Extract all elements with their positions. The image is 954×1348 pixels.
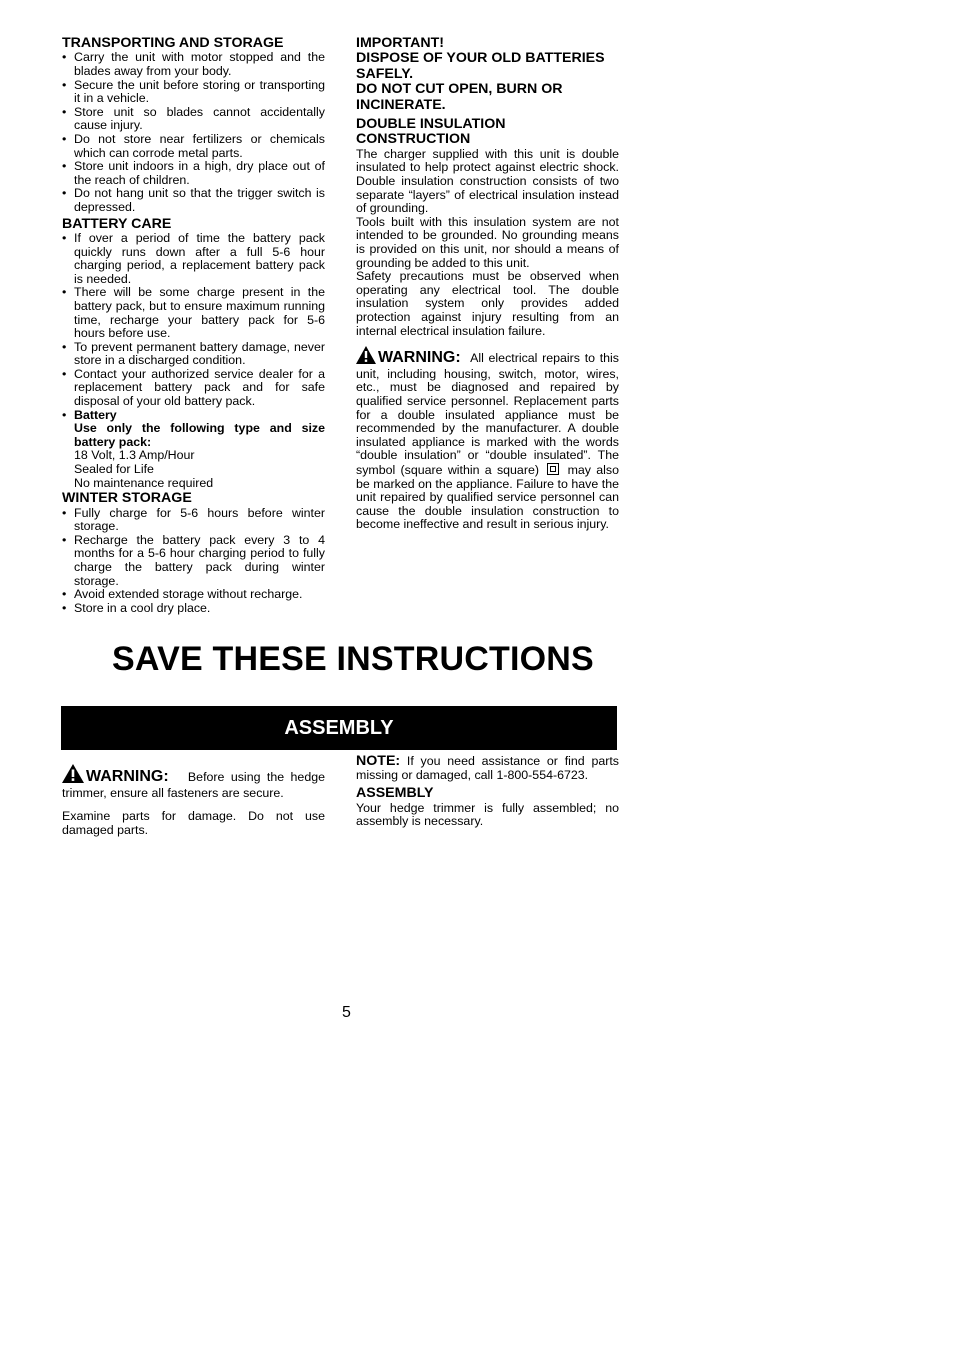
note-text: If you need assistance or find parts missing or damaged, call 1-800-554-6723. <box>356 754 619 782</box>
note-label: NOTE: <box>356 753 401 769</box>
assembly-left-para: Examine parts for damage. Do not use damaged parts. <box>62 809 325 837</box>
list-item: • To prevent permanent battery damage, never store in a discharged condition. <box>62 341 325 368</box>
warning-text: may also be marked on the appliance. Failure to have the unit repaired by qualified service personnel can cause the double insulation construction to become ineffective and result in serious injury. <box>356 462 619 532</box>
assembly-right-para: Your hedge trimmer is fully assembled; no assembly is necessary. <box>356 800 619 829</box>
list-item: • Carry the unit with motor stopped and the blades away from your body. <box>62 51 325 78</box>
battery-spec-line: Sealed for Life <box>74 462 154 477</box>
winter-heading: WINTER STORAGE <box>62 490 192 507</box>
right-column <box>356 36 619 532</box>
assembly-left-column <box>62 764 325 837</box>
transport-heading: TRANSPORTING AND STORAGE <box>62 35 284 51</box>
warning-text: All electrical repairs to this unit, including housing, switch, motor, wires, etc., must be diagnosed and repaired by qualified service personnel. Replacement parts for a double insulated appliance must be recommended by the manufacturer. A double insulated appliance is marked with the words “double insulation” or “double insulated”. The symbol (square within a square) <box>356 351 620 477</box>
left-column <box>62 36 325 615</box>
assembly-heading: ASSEMBLY <box>356 785 434 802</box>
important-line: IMPORTANT! <box>356 35 444 51</box>
save-instructions-title: SAVE THESE INSTRUCTIONS <box>112 640 594 678</box>
assembly-note <box>356 755 619 782</box>
double-insulation-para: The charger supplied with this unit is double insulated to help protect against electric shock. Double insulation construction consists of two separate “layers” of electrical insulation instead of grounding. <box>356 146 619 216</box>
double-insulation-symbol-icon <box>547 463 559 475</box>
list-item: • Do not store near fertilizers or chemicals which can corrode metal parts. <box>62 133 325 160</box>
double-insulation-para: Tools built with this insulation system are not intended to be grounded. No grounding means is provided on this unit, nor should a means of grounding be added to this unit. <box>356 214 619 270</box>
important-notice <box>356 36 619 113</box>
page-number: 5 <box>342 1004 351 1021</box>
battery-spec-line: No maintenance required <box>74 475 214 490</box>
list-item: • There will be some charge present in the battery pack, but to ensure maximum running time, recharge your battery pack for 5-6 hours before use. <box>62 286 325 340</box>
warning-label: WARNING: <box>378 349 461 367</box>
list-item: • If over a period of time the battery pack quickly runs down after a full 5-6 hour charging period, a replacement battery pack is needed. <box>62 232 325 286</box>
assembly-banner: ASSEMBLY <box>61 706 617 750</box>
list-item: • Contact your authorized service dealer for a replacement battery pack and for safe disposal of your old battery pack. <box>62 368 325 409</box>
important-line: DO NOT CUT OPEN, BURN OR INCINERATE. <box>356 81 563 113</box>
battery-heading: BATTERY CARE <box>62 215 172 232</box>
battery-spec <box>62 409 325 491</box>
assembly-right-column <box>356 755 619 829</box>
list-item: • Fully charge for 5-6 hours before winter storage. <box>62 507 325 534</box>
double-insulation-heading: DOUBLE INSULATION CONSTRUCTION <box>356 116 506 148</box>
assembly-warning <box>62 764 325 800</box>
winter-list <box>62 507 325 616</box>
double-insulation-para: Safety precautions must be observed when operating any electrical tool. The double insulation system only provides added protection against injury resulting from an internal electrical insulation failure. <box>356 269 619 338</box>
battery-spec-line: 18 Volt, 1.3 Amp/Hour <box>74 448 195 463</box>
important-line: DISPOSE OF YOUR OLD BATTERIES SAFELY. <box>356 50 605 82</box>
list-item: • Store unit indoors in a high, dry place out of the reach of children. <box>62 160 325 187</box>
double-insulation-warning <box>356 346 619 532</box>
battery-spec-subtitle: Use only the following type and size battery pack: <box>74 421 325 449</box>
list-item: • Recharge the battery pack every 3 to 4 months for a 5-6 hour charging period to fully charge the battery pack during winter storage. <box>62 534 325 588</box>
battery-spec-title: • Battery <box>74 407 117 422</box>
warning-label: WARNING: <box>86 768 169 785</box>
list-item: • Store unit so blades cannot accidentally cause injury. <box>62 106 325 133</box>
list-item: • Do not hang unit so that the trigger switch is depressed. <box>62 187 325 214</box>
warning-text: Before using the hedge trimmer, ensure all fasteners are secure. <box>62 770 325 800</box>
transport-list <box>62 51 325 214</box>
battery-list <box>62 232 325 490</box>
warning-triangle-icon <box>356 346 376 368</box>
list-item: • Avoid extended storage without recharge. <box>62 588 325 602</box>
list-item: • Store in a cool dry place. <box>62 602 325 616</box>
list-item: • Secure the unit before storing or transporting it in a vehicle. <box>62 79 325 106</box>
warning-triangle-icon <box>62 764 84 787</box>
